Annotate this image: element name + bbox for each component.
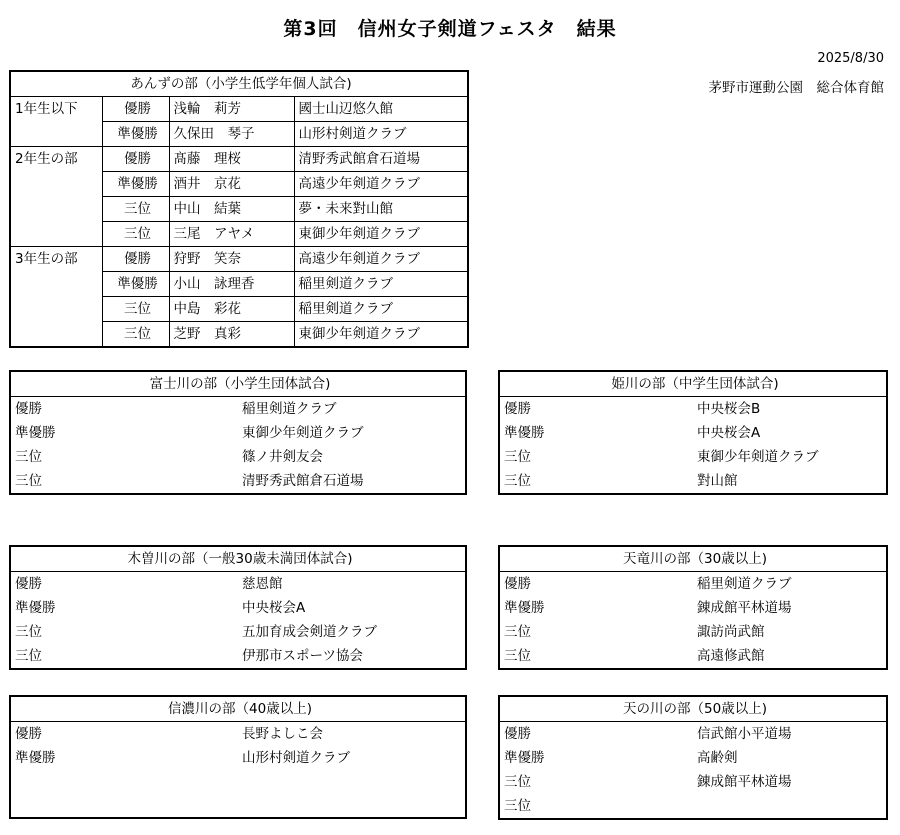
club-cell: 稲里剣道クラブ <box>294 297 468 322</box>
team-name-cell: 東御少年剣道クラブ <box>697 449 819 465</box>
table-row <box>10 322 468 348</box>
rank-cell: 準優勝 <box>15 750 56 766</box>
table-row <box>10 620 466 644</box>
rank-cell: 三位 <box>15 648 42 664</box>
table-row <box>499 620 887 644</box>
team-name-cell: 清野秀武館倉石道場 <box>242 473 364 489</box>
table-row <box>10 297 468 322</box>
table-row <box>10 97 468 122</box>
rank-cell: 三位 <box>102 297 169 322</box>
table-row <box>10 746 466 770</box>
tenryugawa-header: 天竜川の部（30歳以上) <box>499 546 887 572</box>
category-cell: 3年生の部 <box>10 247 102 272</box>
rank-cell: 三位 <box>504 473 531 489</box>
rank-cell: 優勝 <box>504 401 531 417</box>
page-title: 第3回 信州女子剣道フェスタ 結果 <box>283 18 617 40</box>
table-row <box>10 770 466 794</box>
category-cell: 2年生の部 <box>10 147 102 172</box>
individual-header: あんずの部（小学生低学年個人試合) <box>10 71 468 97</box>
club-cell: 東御少年剣道クラブ <box>294 222 468 247</box>
club-cell: 高遠少年剣道クラブ <box>294 172 468 197</box>
team-name-cell: 伊那市スポーツ協会 <box>242 648 363 664</box>
team-name-cell: 東御少年剣道クラブ <box>242 425 364 441</box>
team-name-cell: 對山館 <box>697 473 738 489</box>
rank-cell: 優勝 <box>15 726 42 742</box>
name-cell: 三尾 アヤメ <box>169 222 294 247</box>
rank-cell: 三位 <box>102 222 169 247</box>
category-cell <box>10 172 102 197</box>
shinanogawa-header: 信濃川の部（40歳以上) <box>10 696 466 722</box>
team-name-cell: 稲里剣道クラブ <box>697 576 792 592</box>
category-cell <box>10 222 102 247</box>
rank-cell: 三位 <box>504 774 531 790</box>
table-row <box>499 794 887 819</box>
table-row <box>10 197 468 222</box>
rank-cell <box>10 770 238 794</box>
team-name-cell: 稲里剣道クラブ <box>242 401 337 417</box>
team-name-cell: 錬成館平林道場 <box>697 600 792 616</box>
rank-cell: 優勝 <box>102 247 169 272</box>
rank-cell: 三位 <box>504 798 531 814</box>
name-cell: 狩野 笑奈 <box>169 247 294 272</box>
name-cell: 中山 結葉 <box>169 197 294 222</box>
club-cell: 清野秀武館倉石道場 <box>294 147 468 172</box>
team-name-cell: 中央桜会A <box>697 425 761 441</box>
table-row <box>499 572 887 597</box>
fujikawa-header: 富士川の部（小学生団体試合) <box>10 371 466 397</box>
team-name-cell <box>238 770 466 794</box>
team-name-cell: 諏訪尚武館 <box>697 624 765 640</box>
name-cell: 久保田 琴子 <box>169 122 294 147</box>
amanogawa-results-table <box>498 695 888 820</box>
rank-cell: 三位 <box>504 449 531 465</box>
team-name-cell: 慈恩館 <box>242 576 283 592</box>
team-name-cell: 山形村剣道クラブ <box>242 750 350 766</box>
category-cell <box>10 122 102 147</box>
table-row <box>10 596 466 620</box>
individual-results-table <box>9 70 469 348</box>
table-row <box>499 644 887 669</box>
club-cell: 山形村剣道クラブ <box>294 122 468 147</box>
rank-cell: 優勝 <box>15 576 42 592</box>
rank-cell <box>10 794 238 818</box>
team-name-cell: 中央桜会A <box>242 600 306 616</box>
team-name-cell: 中央桜会B <box>697 401 761 417</box>
rank-cell: 準優勝 <box>102 172 169 197</box>
rank-cell: 優勝 <box>102 147 169 172</box>
team-name-cell: 錬成館平林道場 <box>697 774 792 790</box>
rank-cell: 優勝 <box>102 97 169 122</box>
himekawa-results-table <box>498 370 888 495</box>
team-name-cell: 長野よしこ会 <box>242 726 323 742</box>
kisogawa-header: 木曽川の部（一般30歳未満団体試合) <box>10 546 466 572</box>
name-cell: 中島 彩花 <box>169 297 294 322</box>
table-row <box>10 572 466 597</box>
name-cell: 小山 詠理香 <box>169 272 294 297</box>
table-row <box>499 770 887 794</box>
team-name-cell: 高齢剣 <box>697 750 738 766</box>
kisogawa-results-table <box>9 545 467 670</box>
table-row <box>10 147 468 172</box>
club-cell: 東御少年剣道クラブ <box>294 322 468 348</box>
club-cell: 國士山辺悠久館 <box>294 97 468 122</box>
rank-cell: 三位 <box>102 322 169 348</box>
rank-cell: 準優勝 <box>504 600 545 616</box>
rank-cell: 三位 <box>15 624 42 640</box>
event-venue: 茅野市運動公園 総合体育館 <box>708 80 884 96</box>
table-row <box>499 421 887 445</box>
category-cell: 1年生以下 <box>10 97 102 122</box>
team-name-cell: 五加育成会剣道クラブ <box>242 624 377 640</box>
shinanogawa-results-table <box>9 695 467 819</box>
rank-cell: 三位 <box>102 197 169 222</box>
name-cell: 浅輪 莉芳 <box>169 97 294 122</box>
rank-cell: 準優勝 <box>102 122 169 147</box>
rank-cell: 準優勝 <box>504 750 545 766</box>
rank-cell: 三位 <box>15 473 42 489</box>
category-cell <box>10 322 102 348</box>
rank-cell: 優勝 <box>504 726 531 742</box>
rank-cell: 準優勝 <box>15 425 56 441</box>
name-cell: 髙藤 理桜 <box>169 147 294 172</box>
rank-cell: 準優勝 <box>15 600 56 616</box>
table-row <box>499 397 887 422</box>
team-name-cell: 信武館小平道場 <box>697 726 792 742</box>
table-row <box>10 222 468 247</box>
event-date: 2025/8/30 <box>817 51 884 66</box>
table-row <box>10 421 466 445</box>
rank-cell: 三位 <box>504 624 531 640</box>
table-row <box>10 722 466 747</box>
fujikawa-results-table <box>9 370 467 495</box>
table-row <box>10 794 466 818</box>
rank-cell: 優勝 <box>15 401 42 417</box>
category-cell <box>10 197 102 222</box>
team-name-cell: 高遠修武館 <box>697 648 765 664</box>
table-row <box>499 469 887 494</box>
rank-cell: 三位 <box>504 648 531 664</box>
table-row <box>499 722 887 747</box>
club-cell: 高遠少年剣道クラブ <box>294 247 468 272</box>
table-row <box>499 445 887 469</box>
table-row <box>10 122 468 147</box>
team-name-cell <box>693 794 887 819</box>
name-cell: 芝野 真彩 <box>169 322 294 348</box>
table-row <box>10 397 466 422</box>
club-cell: 稲里剣道クラブ <box>294 272 468 297</box>
table-row <box>10 445 466 469</box>
rank-cell: 優勝 <box>504 576 531 592</box>
rank-cell: 準優勝 <box>102 272 169 297</box>
rank-cell: 準優勝 <box>504 425 545 441</box>
amanogawa-header: 天の川の部（50歳以上) <box>499 696 887 722</box>
category-cell <box>10 272 102 297</box>
himekawa-header: 姫川の部（中学生団体試合) <box>499 371 887 397</box>
table-row <box>10 272 468 297</box>
table-row <box>10 469 466 494</box>
name-cell: 酒井 京花 <box>169 172 294 197</box>
table-row <box>499 746 887 770</box>
table-row <box>10 247 468 272</box>
table-row <box>499 596 887 620</box>
club-cell: 夢・未来對山館 <box>294 197 468 222</box>
table-row <box>10 172 468 197</box>
table-row <box>10 644 466 669</box>
team-name-cell <box>238 794 466 818</box>
team-name-cell: 篠ノ井剣友会 <box>242 449 323 465</box>
category-cell <box>10 297 102 322</box>
tenryugawa-results-table <box>498 545 888 670</box>
rank-cell: 三位 <box>15 449 42 465</box>
